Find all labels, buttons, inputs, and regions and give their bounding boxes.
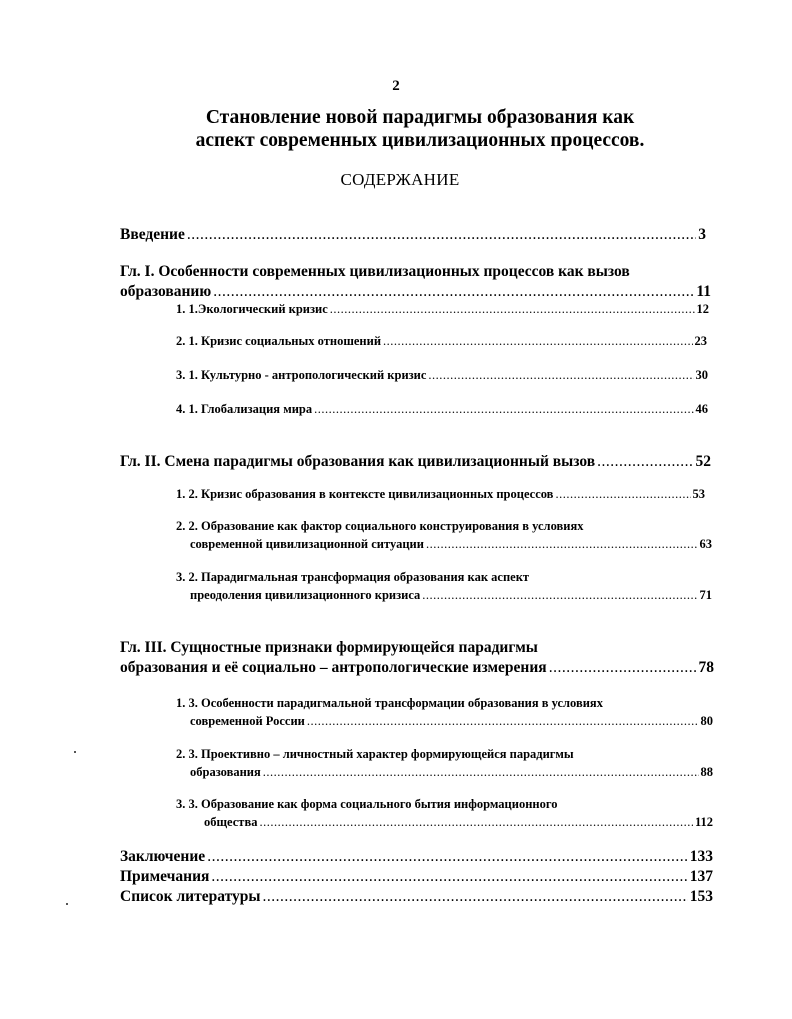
dot-leader — [213, 283, 694, 301]
dot-leader — [422, 588, 697, 603]
dot-leader — [555, 487, 690, 502]
toc-label: Заключение — [120, 848, 206, 865]
dot-leader — [383, 334, 692, 349]
toc-label: современной цивилизационной ситуации — [190, 537, 424, 551]
toc-entry-intro[interactable] — [120, 226, 706, 244]
toc-label: Введение — [120, 226, 185, 243]
toc-entry-chapter-3[interactable] — [120, 659, 714, 677]
toc-page: 23 — [694, 334, 707, 348]
toc-entry-bibliography[interactable] — [120, 888, 713, 906]
dot-leader — [211, 868, 687, 886]
toc-entry-3-1[interactable] — [176, 368, 708, 383]
dot-leader — [263, 765, 699, 780]
toc-label: общества — [204, 815, 258, 829]
toc-page: 11 — [696, 283, 711, 300]
toc-entry-2-3-line-1[interactable]: 2. 3. Проективно – личностный характер формирующейся парадигмы — [176, 747, 574, 761]
toc-label: образования и её социально – антропологические измерения — [120, 659, 547, 676]
toc-entry-3-3-line-1[interactable]: 3. 3. Образование как форма социального бытия информационного — [176, 797, 558, 811]
page-number: 2 — [392, 78, 400, 94]
toc-label: 4. 1. Глобализация мира — [176, 402, 313, 416]
toc-label: 1. 2. Кризис образования в контексте цивилизационных процессов — [176, 487, 554, 501]
toc-label: современной России — [190, 714, 305, 728]
title-line-2: аспект современных цивилизационных процессов. — [195, 130, 645, 151]
toc-label: преодоления цивилизационного кризиса — [190, 588, 421, 602]
scan-speck — [66, 903, 68, 905]
dot-leader — [597, 453, 693, 471]
contents-heading: СОДЕРЖАНИЕ — [340, 170, 460, 189]
title-line-1: Становление новой парадигмы образования как — [205, 107, 635, 128]
dot-leader — [307, 714, 699, 729]
toc-page: 46 — [695, 402, 708, 416]
toc-entry-2-1[interactable] — [176, 334, 707, 349]
toc-page: 63 — [699, 537, 712, 551]
toc-page: 153 — [689, 888, 713, 905]
toc-entry-3-3[interactable] — [204, 815, 713, 830]
toc-entry-2-2-line-1[interactable]: 2. 2. Образование как фактор социального конструирования в условиях — [176, 519, 584, 533]
toc-entry-notes[interactable] — [120, 868, 713, 886]
toc-page: 133 — [689, 848, 713, 865]
toc-label: 1. 1.Экологический кризис — [176, 302, 328, 316]
toc-page: 137 — [689, 868, 713, 885]
dot-leader — [330, 302, 695, 317]
toc-label: 3. 1. Культурно - антропологический кризис — [176, 368, 427, 382]
dot-leader — [262, 888, 687, 906]
toc-label: Список литературы — [120, 888, 261, 905]
dot-leader — [207, 848, 688, 866]
toc-entry-2-3[interactable] — [190, 765, 713, 780]
toc-page: 78 — [698, 659, 714, 676]
toc-entry-chapter-2[interactable] — [120, 453, 711, 471]
toc-entry-3-2-line-1[interactable]: 3. 2. Парадигмальная трансформация образования как аспект — [176, 570, 530, 584]
toc-entry-1-1[interactable] — [176, 302, 709, 317]
document-title — [0, 106, 792, 152]
chapter-1-title-line-1[interactable]: Гл. I. Особенности современных цивилизационных процессов как вызов — [120, 263, 630, 280]
toc-label: Примечания — [120, 868, 210, 885]
dot-leader — [549, 659, 697, 677]
toc-label: образованию — [120, 283, 212, 300]
dot-leader — [428, 368, 693, 383]
toc-page: 12 — [696, 302, 709, 316]
toc-label: 2. 1. Кризис социальных отношений — [176, 334, 382, 348]
toc-page: 30 — [695, 368, 708, 382]
toc-page: 52 — [695, 453, 711, 470]
scan-speck — [74, 751, 76, 753]
toc-page: 112 — [694, 815, 713, 829]
toc-entry-1-3[interactable] — [190, 714, 713, 729]
toc-entry-1-2[interactable] — [176, 487, 705, 502]
toc-entry-conclusion[interactable] — [120, 848, 713, 866]
toc-page: 3 — [698, 226, 706, 243]
dot-leader — [259, 815, 692, 830]
dot-leader — [426, 537, 698, 552]
chapter-3-title-line-1[interactable]: Гл. III. Сущностные признаки формирующейся парадигмы — [120, 639, 538, 656]
toc-label: Гл. II. Смена парадигмы образования как цивилизационный вызов — [120, 453, 596, 470]
toc-entry-2-2[interactable] — [190, 537, 712, 552]
dot-leader — [314, 402, 693, 417]
toc-page: 53 — [692, 487, 705, 501]
toc-entry-4-1[interactable] — [176, 402, 708, 417]
toc-label: образования — [190, 765, 261, 779]
toc-entry-3-2[interactable] — [190, 588, 712, 603]
toc-page: 88 — [700, 765, 713, 779]
toc-page: 80 — [700, 714, 713, 728]
toc-page: 71 — [699, 588, 712, 602]
dot-leader — [187, 226, 696, 244]
toc-entry-1-3-line-1[interactable]: 1. 3. Особенности парадигмальной трансформации образования в условиях — [176, 696, 603, 710]
toc-entry-chapter-1[interactable] — [120, 283, 711, 301]
